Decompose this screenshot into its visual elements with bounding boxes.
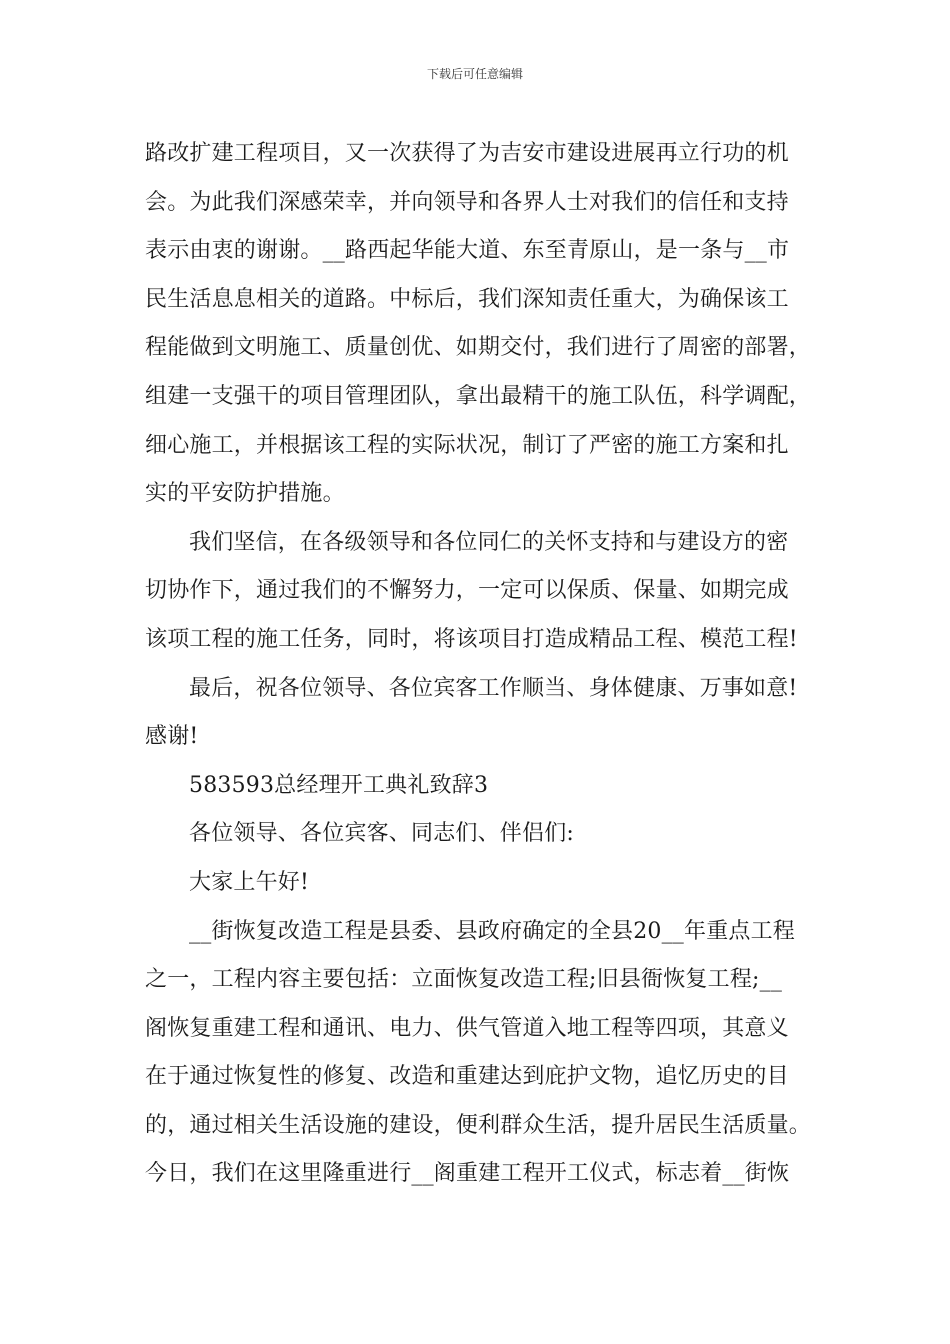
text-line: 之一，工程内容主要包括：立面恢复改造工程;旧县衙恢复工程;__ — [145, 967, 783, 993]
paragraph-start-line: 最后，祝各位领导、各位宾客工作顺当、身体健康、万事如意! — [189, 675, 798, 701]
text-line: 阁恢复重建工程和通讯、电力、供气管道入地工程等四项，其意义 — [145, 1015, 789, 1041]
text-line: 感谢! — [145, 724, 199, 750]
text-line: 在于通过恢复性的修复、改造和重建达到庇护文物，追忆历史的目 — [145, 1064, 789, 1090]
text-line: 今日，我们在这里隆重进行__阁重建工程开工仪式，标志着__街恢 — [145, 1161, 790, 1187]
paragraph-start-line: 我们坚信，在各级领导和各位同仁的关怀支持和与建设方的密 — [189, 529, 789, 555]
document-body — [145, 130, 810, 1199]
salutation-line: 各位领导、各位宾客、同志们、伴侣们: — [189, 821, 575, 847]
text-line: 民生活息息相关的道路。中标后，我们深知责任重大，为确保该工 — [145, 286, 789, 312]
text-line: 会。为此我们深感荣幸，并向领导和各界人士对我们的信任和支持 — [145, 189, 789, 215]
greeting-line: 大家上午好! — [189, 869, 310, 895]
text-line: 实的平安防护措施。 — [145, 481, 345, 507]
text-line: 切协作下，通过我们的不懈努力，一定可以保质、保量、如期完成 — [145, 578, 789, 604]
page-header: 下载后可任意编辑 — [426, 67, 523, 81]
text-line: 的，通过相关生活设施的建设，便利群众生活，提升居民生活质量。 — [145, 1112, 812, 1138]
paragraph-start-line: __街恢复改造工程是县委、县政府确定的全县20__年重点工程 — [189, 918, 795, 944]
text-line: 路改扩建工程项目，又一次获得了为吉安市建设进展再立行功的机 — [145, 141, 789, 166]
text-line: 程能做到文明施工、质量创优、如期交付，我们进行了周密的部署， — [145, 335, 812, 361]
text-line: 该项工程的施工任务，同时，将该项目打造成精品工程、模范工程! — [145, 626, 798, 652]
text-line: 细心施工，并根据该工程的实际状况，制订了严密的施工方案和扎 — [145, 432, 789, 458]
text-line: 表示由衷的谢谢。__路西起华能大道、东至青原山，是一条与__市 — [145, 238, 790, 264]
text-line: 组建一支强干的项目管理团队，拿出最精干的施工队伍，科学调配， — [145, 383, 812, 409]
section-heading: 583593总经理开工典礼致辞3 — [189, 772, 489, 798]
